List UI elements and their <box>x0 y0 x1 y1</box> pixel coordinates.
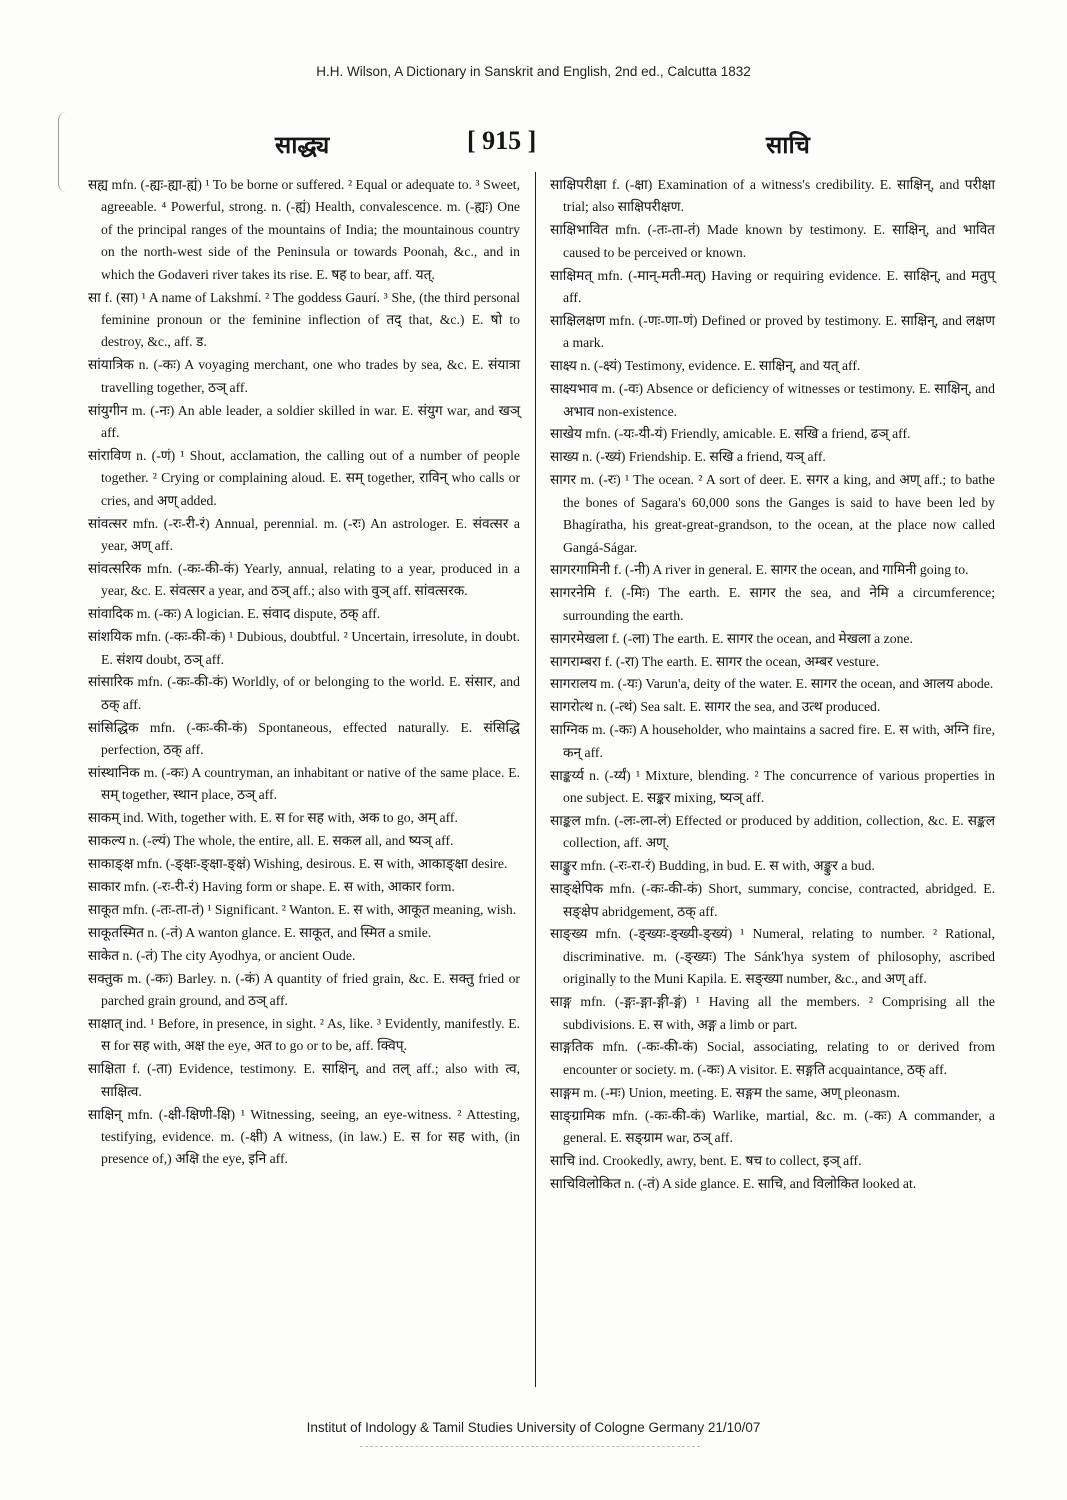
running-headword-left: साद्ध्य <box>275 130 330 159</box>
dictionary-entry: साक्षिन् mfn. (-क्षी-क्षिणी-क्षि) ¹ Witnessing, seeing, an eye-witness. ² Attesting, testifying, evidence. m. (-क्षी) A witness, (in law.) E. स for सह with, (in presence of,) अक्षि the eye, इनि aff. <box>88 1106 520 1167</box>
column-divider <box>535 172 536 1387</box>
running-headword-right: साचि <box>766 130 810 159</box>
dictionary-entry: सागरनेमि f. (-मिः) The earth. E. सागर the sea, and नेमि a circumference; surrounding the earth. <box>550 585 995 623</box>
dictionary-entry: सांराविण n. (-णं) ¹ Shout, acclamation, the calling out of a number of people together. ² Crying or complaining aloud. E. सम् together, राविन् who calls or cries, and अण् added. <box>88 447 520 508</box>
dictionary-entry: सा f. (सा) ¹ A name of Lakshmí. ² The goddess Gaurí. ³ She, (the third personal feminine pronoun or the feminine inflection of तद् that, &c.) E. षो to destroy, &c., aff. ड. <box>88 289 520 350</box>
dictionary-entry: साक्ष्यभाव m. (-वः) Absence or deficiency of witnesses or testimony. E. साक्षिन्, and अभाव non-existence. <box>550 381 995 419</box>
dictionary-entry: साखेय mfn. (-यः-यी-यं) Friendly, amicable. E. सखि a friend, ढञ् aff. <box>550 426 911 442</box>
dictionary-entry: साङ्कर्य्य n. (-र्य्यं) ¹ Mixture, blending. ² The concurrence of various properties in one subject. E. सङ्कर mixing, ष्यञ् aff. <box>550 767 995 805</box>
dictionary-entry: सांयात्रिक n. (-कः) A voyaging merchant, one who trades by sea, &c. E. संयात्रा travelling together, ठञ् aff. <box>88 357 520 395</box>
dictionary-entry: सांवत्सर mfn. (-रः-री-रं) Annual, perennial. m. (-रः) An astrologer. E. संवत्सर a year, अण् aff. <box>88 515 520 553</box>
dictionary-entry: साक्ष्य n. (-क्ष्यं) Testimony, evidence. E. साक्षिन्, and यत् aff. <box>550 358 861 374</box>
dictionary-entry: साङ्ग्रामिक mfn. (-कः-की-कं) Warlike, martial, &c. m. (-कः) A commander, a general. E. सङ्ग्राम war, ठञ् aff. <box>550 1107 995 1146</box>
dictionary-entry: साख्य n. (-ख्यं) Friendship. E. सखि a friend, यञ् aff. <box>550 449 826 465</box>
right-column <box>550 174 995 1195</box>
dictionary-entry: सागरालय m. (-यः) Varun'a, deity of the water. E. सागर the ocean, and आलय abode. <box>550 676 994 692</box>
dictionary-entry: साङ्गतिक mfn. (-कः-की-कं) Social, associating, relating to or derived from encounter or society. m. (-कः) A visitor. E. सङ्गति acquaintance, ठक् aff. <box>550 1039 995 1077</box>
dictionary-entry: सांयुगीन m. (-नः) An able leader, a soldier skilled in war. E. संयुग war, and खञ् aff. <box>88 402 520 440</box>
dictionary-entry: साक्षिभावित mfn. (-तः-ता-तं) Made known by testimony. E. साक्षिन्, and भावित caused to be perceived or known. <box>550 222 995 260</box>
dictionary-entry: साकेत n. (-तं) The city Ayodhya, or ancient Oude. <box>88 947 356 963</box>
dictionary-entry: सागरोत्थ n. (-त्थं) Sea salt. E. सागर the sea, and उत्थ produced. <box>550 699 881 715</box>
dictionary-entry: साङ्क्षेपिक mfn. (-कः-की-कं) Short, summary, concise, contracted, abridged. E. सङ्क्षेप abridgement, ठक् aff. <box>550 881 995 919</box>
dictionary-entry: साकूत mfn. (-तः-ता-तं) ¹ Significant. ² Wanton. E. स with, आकूत meaning, wish. <box>88 902 517 917</box>
footer-credit: Institut of Indology & Tamil Studies University of Cologne Germany 21/10/07 <box>306 1420 761 1435</box>
dictionary-entry: सह्य mfn. (-ह्यः-ह्या-ह्यं) ¹ To be borne or suffered. ² Equal or adequate to. ³ Sweet, agreeable. ⁴ Powerful, strong. n. (-ह्यं) Health, convalescence. m. (-ह्यः) One of the principal ranges of the mountains of India; the mountainous country on the north-west side of the Peninsula or towards Poonah, &c., and in which the Godaveri river takes its rise. E. षह to bear, aff. यत्. <box>88 177 520 282</box>
left-column <box>88 174 520 1171</box>
dictionary-entry: सागरगामिनी f. (-नी) A river in general. E. सागर the ocean, and गामिनी going to. <box>550 562 969 578</box>
dictionary-entry: साकार mfn. (-रः-री-रं) Having form or shape. E. स with, आकार form. <box>88 879 455 895</box>
dictionary-entry: सांसारिक mfn. (-कः-की-कं) Worldly, of or belonging to the world. E. संसार, and ठक् aff. <box>88 674 520 712</box>
dictionary-entry: साक्षात् ind. ¹ Before, in presence, in sight. ² As, like. ³ Evidently, manifestly. E. स for सह with, अक्ष the eye, अत to go or to be, aff. क्विप्. <box>88 1016 520 1054</box>
dictionary-entry: साक्षिलक्षण mfn. (-णः-णा-णं) Defined or proved by testimony. E. साक्षिन्, and लक्षण a mark. <box>550 312 995 351</box>
dictionary-entry: साक्षिपरीक्षा f. (-क्षा) Examination of a witness's credibility. E. साक्षिन्, and परीक्षा trial; also साक्षिपरीक्षण. <box>550 177 995 215</box>
dictionary-entry: साङ्ग mfn. (-ङ्गः-ङ्गा-ङ्गी-ङ्गं) ¹ Having all the members. ² Comprising all the subdivisions. E. स with, अङ्ग a limb or part. <box>550 994 995 1032</box>
dictionary-entry: साग्निक m. (-कः) A householder, who maintains a sacred fire. E. स with, अग्नि fire, कन् aff. <box>550 722 995 760</box>
dictionary-entry: सांशयिक mfn. (-कः-की-कं) ¹ Dubious, doubtful. ² Uncertain, irresolute, in doubt. E. संशय doubt, ठञ् aff. <box>88 629 520 667</box>
margin-mark <box>58 112 67 192</box>
dictionary-entry: सागराम्बरा f. (-रा) The earth. E. सागर the ocean, अम्बर vesture. <box>550 653 880 669</box>
dictionary-entry: साकम् ind. With, together with. E. स for सह with, अक to go, अम् aff. <box>88 810 458 826</box>
source-citation: H.H. Wilson, A Dictionary in Sanskrit and English, 2nd ed., Calcutta 1832 <box>316 64 751 79</box>
dictionary-entry: सागरमेखला f. (-ला) The earth. E. सागर the ocean, and मेखला a zone. <box>550 630 913 646</box>
dictionary-entry: साकल्य n. (-ल्यं) The whole, the entire, all. E. सकल all, and ष्यञ् aff. <box>88 833 454 849</box>
dictionary-entry: साक्षिता f. (-ता) Evidence, testimony. E. साक्षिन्, and तल् aff.; also with त्व, साक्षित्व. <box>88 1061 520 1099</box>
dictionary-entry: सांवत्सरिक mfn. (-कः-की-कं) Yearly, annual, relating to a year, produced in a year, &c. E. संवत्सर a year, and ठञ् aff.; also with वुञ् aff. सांवत्सरक. <box>88 560 520 599</box>
footer-rule <box>360 1446 700 1447</box>
dictionary-entry: सांस्थानिक m. (-कः) A countryman, an inhabitant or native of the same place. E. सम् together, स्थान place, ठञ् aff. <box>88 765 520 803</box>
dictionary-entry: सक्तुक m. (-कः) Barley. n. (-कं) A quantity of fried grain, &c. E. सक्तु fried or parched grain ground, and ठञ् aff. <box>88 970 520 1009</box>
dictionary-entry: सागर m. (-रः) ¹ The ocean. ² A sort of deer. E. सगर a king, and अण् aff.; to bathe the bones of Sagara's 60,000 sons the Ganges is said to have been led by Bhagíratha, his great-great-grandson, to the ocean, at the place now called Gangá-Ságar. <box>550 472 995 555</box>
dictionary-entry: साकाङ्क्ष mfn. (-ङ्क्षः-ङ्क्षा-ङ्क्षं) Wishing, desirous. E. स with, आकाङ्क्षा desire. <box>88 856 508 872</box>
dictionary-entry: सांसिद्धिक mfn. (-कः-की-कं) Spontaneous, effected naturally. E. संसिद्धि perfection, ठक् aff. <box>88 719 520 758</box>
dictionary-entry: साचि ind. Crookedly, awry, bent. E. षच to collect, इञ् aff. <box>550 1152 862 1168</box>
dictionary-entry: साङ्ख्य mfn. (-ङ्ख्यः-ङ्ख्यी-ङ्ख्यं) ¹ Numeral, relating to number. ² Rational, discriminative. m. (-ङ्ख्यः) The Sánk'hya system of philosophy, ascribed originally to the Muni Kapila. E. सङ्ख्या number, &c., and अण् aff. <box>550 926 995 987</box>
dictionary-entry: साङ्कल mfn. (-लः-ला-लं) Effected or produced by addition, collection, &c. E. सङ्कल collection, aff. अण्. <box>550 812 995 851</box>
dictionary-entry: साक्षिमत् mfn. (-मान्-मती-मत्) Having or requiring evidence. E. साक्षिन्, and मतुप् aff. <box>550 267 995 306</box>
dictionary-entry: साङ्गम m. (-मः) Union, meeting. E. सङ्गम the same, अण् pleonasm. <box>550 1084 901 1100</box>
page-number: [ 915 ] <box>467 126 537 155</box>
dictionary-entry: साकूतस्मित n. (-तं) A wanton glance. E. साकूत, and स्मित a smile. <box>88 924 432 940</box>
dictionary-entry: साचिविलोकित n. (-तं) A side glance. E. साचि, and विलोकित looked at. <box>550 1175 917 1191</box>
dictionary-entry: साङ्कुर mfn. (-रः-रा-रं) Budding, in bud. E. स with, अङ्कुर a bud. <box>550 858 875 874</box>
dictionary-entry: सांवादिक m. (-कः) A logician. E. संवाद dispute, ठक् aff. <box>88 606 381 622</box>
